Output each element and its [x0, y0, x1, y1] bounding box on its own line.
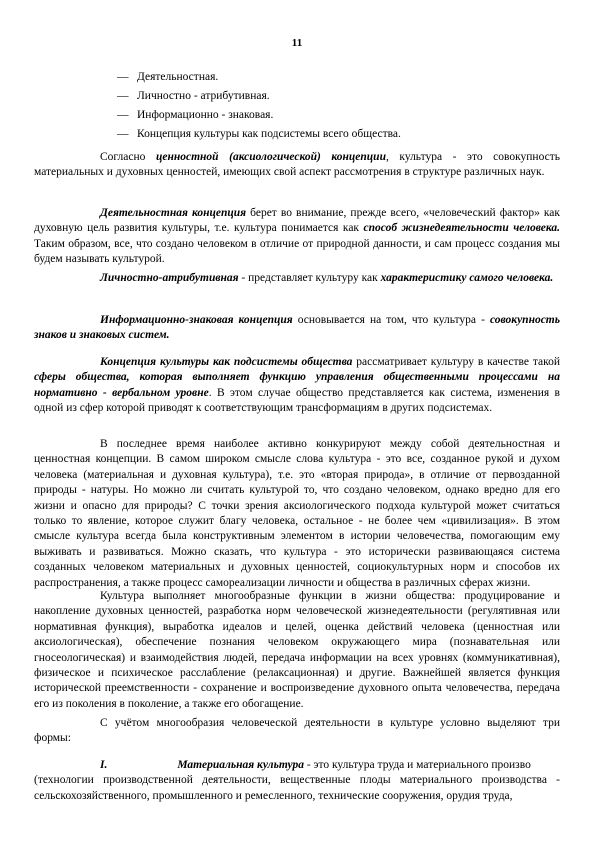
section-number: I. [100, 759, 108, 771]
text: (технологии производственной деятельности, вещественные плоды материального производства - сельскохозяйственного, промышленного и ремесленного, технические сооружения, орудия труда, [34, 774, 560, 802]
text: основывается на том, что культура - [292, 314, 490, 326]
text: Культура выполняет многообразные функции в жизни общества: продуцирование и накопление духовных ценностей, разработка норм человеческой жизнедеятельности (регулятивная или нормативная функция), выработка идеалов и целей, оценка действий человека (ценностная или аксиологическая), обеспечение познания человеком окружающего мира (познавательная или гносеологическая) и взаимодействия людей, передача информации на всех уровнях (коммуникативная), физическое и психическое расслабление (релаксационная) и другие. Важнейшей является функция исторической преемственности - сохранение и воспроизведение духовного опыта человечества, передача его из поколения в поколение, а также его обогащение. [34, 590, 560, 710]
list-item [117, 87, 401, 106]
list-item-text: Концепция культуры как подсистемы всего общества. [137, 128, 401, 140]
list-item [117, 125, 401, 144]
text: Таким образом, все, что создано человеком в отличие от природной данности, и сам процесс создания мы будем называть культурой. [34, 237, 560, 266]
list-dash: — [117, 128, 129, 140]
list-item [117, 106, 401, 125]
paragraph-axiological [34, 150, 560, 181]
concept-list [117, 68, 401, 144]
list-item-text: Информационно - знаковая. [137, 109, 274, 121]
list-item [117, 68, 401, 87]
text: , культура - это совокупность материальных и духовных ценностей, имеющих свой аспект рассмотрения в структуре различных наук. [34, 151, 560, 179]
text: - представляет культуру как [238, 272, 381, 284]
term: Личностно-атрибутивная [100, 272, 239, 284]
term: способ жизнедеятельности человека. [363, 222, 560, 235]
term: Деятельностная концепция [100, 207, 247, 219]
text: . В этом случае общество представляется как система, изменения в одной из сфер которой приводят к соответствующим трансформациям в других подсистемах. [34, 386, 560, 415]
term: ценностной (аксиологической) концепции [155, 151, 386, 163]
list-dash: — [117, 71, 129, 83]
list-item-text: Деятельностная. [137, 71, 219, 83]
paragraph-subsystem [34, 355, 560, 417]
list-dash: — [117, 90, 129, 102]
text: Согласно [100, 151, 156, 163]
text: рассматривает культуру в качестве такой [352, 356, 560, 368]
paragraph-forms [34, 716, 560, 747]
term: Информационно-знаковая концепция [100, 314, 293, 326]
term: Концепция культуры как подсистемы общества [100, 356, 353, 368]
term: сферы общества, которая выполняет функцию управления общественными процессами на нормативно - вербальном уровне [34, 371, 560, 399]
term: Материальная культура [177, 759, 304, 771]
paragraph-personal [34, 271, 560, 286]
paragraph-functions [34, 589, 560, 712]
text: берет во внимание, прежде всего, «человеческий фактор» как духовную цель развития культуры, т.е. культура понимается как [34, 207, 560, 235]
text: - это культура труда и материального произво [303, 759, 531, 771]
list-dash: — [117, 109, 129, 121]
term: совокупность знаков и знаковых систем. [34, 314, 561, 342]
term: характеристику самого человека. [380, 272, 554, 284]
text: В последнее время наиболее активно конкурируют между собой деятельностная и ценностная концепции. В самом широком смысле слова культура - это все, созданное рукой и духом человека (материальная и духовная культура), т.е. это «вторая природа», в отличие от первозданной природы - натуры. Но можно ли считать культурой то, что создано человеком, однако вредно для его жизни и опасно для природы? С точки зрения аксиологического подхода культурой может считаться только то явление, которое служит благу человека, остальное - не более чем «цивилизация». В этом смысле культура всегда была конструктивным элементом в истории человечества, помогающим ему выживать и развиваться. Можно сказать, что культура - это исторически развивающаяся система созданных человеком материальных и духовных ценностей, социокультурных норм и способов их распространения, а также процесс самореализации личности и общества в различных сферах жизни. [34, 438, 560, 589]
page-number: 11 [291, 37, 303, 49]
text: С учётом многообразия человеческой деятельности в культуре условно выделяют три формы: [34, 717, 560, 745]
paragraph-sign [34, 313, 560, 344]
list-item-text: Личностно - атрибутивная. [137, 90, 270, 102]
paragraph-material-culture [34, 758, 560, 804]
paragraph-activity [34, 206, 560, 268]
paragraph-competing-concepts [34, 437, 560, 591]
